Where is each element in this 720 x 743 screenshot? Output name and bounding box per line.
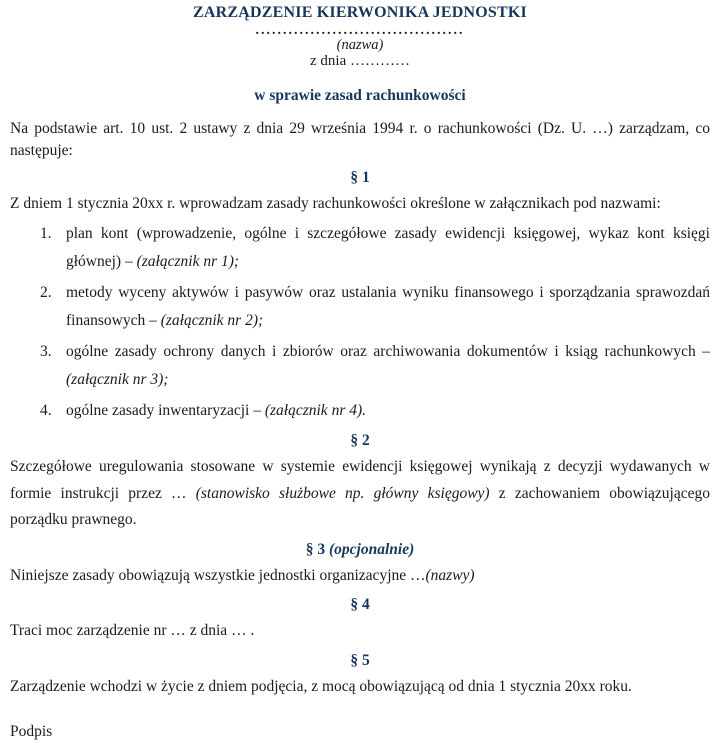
section-5-heading: § 5 <box>350 651 370 669</box>
attachment-ref: (załącznik nr 3); <box>66 371 169 388</box>
document-header <box>10 3 710 105</box>
inline-hint: (stanowisko służbowe np. główny księgowy) <box>195 484 490 502</box>
section-number: § 3 <box>305 540 326 558</box>
section-3-paragraph <box>10 563 710 590</box>
attachments-list <box>10 220 710 425</box>
document-title: ZARZĄDZENIE KIERWONIKA JEDNOSTKI <box>193 4 527 21</box>
list-item-text <box>66 220 710 276</box>
attachment-ref: (załącznik nr 2); <box>160 312 264 329</box>
optional-note: (opcjonalnie) <box>329 540 415 558</box>
item-text: ogólne zasady inwentaryzacji – <box>66 402 265 419</box>
attachment-ref: (załącznik nr 1); <box>136 253 240 270</box>
list-number: 3. <box>40 343 52 360</box>
date-line: z dnia ………… <box>310 53 410 69</box>
inline-hint: (nazwy) <box>425 566 475 584</box>
section-2-paragraph <box>10 454 710 534</box>
list-item-text <box>66 397 710 425</box>
legal-basis-paragraph: Na podstawie art. 10 ust. 2 ustawy z dnia 29 września 1994 r. o rachunkowości (Dz. U. …) zarządzam, co następuje: <box>10 120 710 159</box>
section-4-paragraph: Traci moc zarządzenie nr … z dnia … . <box>10 622 255 639</box>
section-1-lead: Z dniem 1 stycznia 20xx r. wprowadzam zasady rachunkowości określone w załącznikach pod nazwami: <box>10 195 661 212</box>
section-3-heading <box>10 539 710 560</box>
list-item-text <box>66 338 710 394</box>
section-4-heading: § 4 <box>350 596 370 613</box>
signature-label: Podpis <box>10 723 53 740</box>
section-1-heading: § 1 <box>350 169 370 186</box>
paragraph-text: Szczegółowe uregulowania stosowane w systemie ewidencji księgowej wynikają z decyzji wydawanych w formie instrukcji przez … <box>10 458 710 502</box>
name-dotted-line: ...................................... <box>255 23 465 38</box>
section-5-paragraph: Zarządzenie wchodzi w życie z dniem podjęcia, z mocą obowiązującą od dnia 1 stycznia 20xx roku. <box>10 677 632 695</box>
subject-line: w sprawie zasad rachunkowości <box>254 87 466 104</box>
item-text: ogólne zasady ochrony danych i zbiorów oraz archiwowania dokumentów i ksiąg rachunkowych – <box>66 343 710 360</box>
list-number: 1. <box>40 225 52 242</box>
document-body <box>10 118 710 743</box>
name-caption: (nazwa) <box>336 37 384 53</box>
list-number: 4. <box>40 402 52 419</box>
section-2-heading: § 2 <box>350 432 370 449</box>
attachment-item-2 <box>10 279 710 335</box>
attachment-item-1 <box>10 220 710 276</box>
attachment-item-3 <box>10 338 710 394</box>
item-text: metody wyceny aktywów i pasywów oraz ustalania wyniku finansowego i sporządzania sprawozdań finansowych – <box>66 284 710 329</box>
paragraph-text: Niniejsze zasady obowiązują wszystkie jednostki organizacyjne … <box>10 566 426 584</box>
attachment-ref: (załącznik nr 4). <box>264 402 367 419</box>
item-text: plan kont (wprowadzenie, ogólne i szczegółowe zasady ewidencji księgowej, wykaz kont księgi głównej) – <box>66 225 710 270</box>
list-number: 2. <box>40 284 52 301</box>
paragraph-text: z zachowaniem obowiązującego porządku prawnego. <box>10 484 710 528</box>
list-item-text <box>66 279 710 335</box>
attachment-item-4 <box>10 397 710 425</box>
